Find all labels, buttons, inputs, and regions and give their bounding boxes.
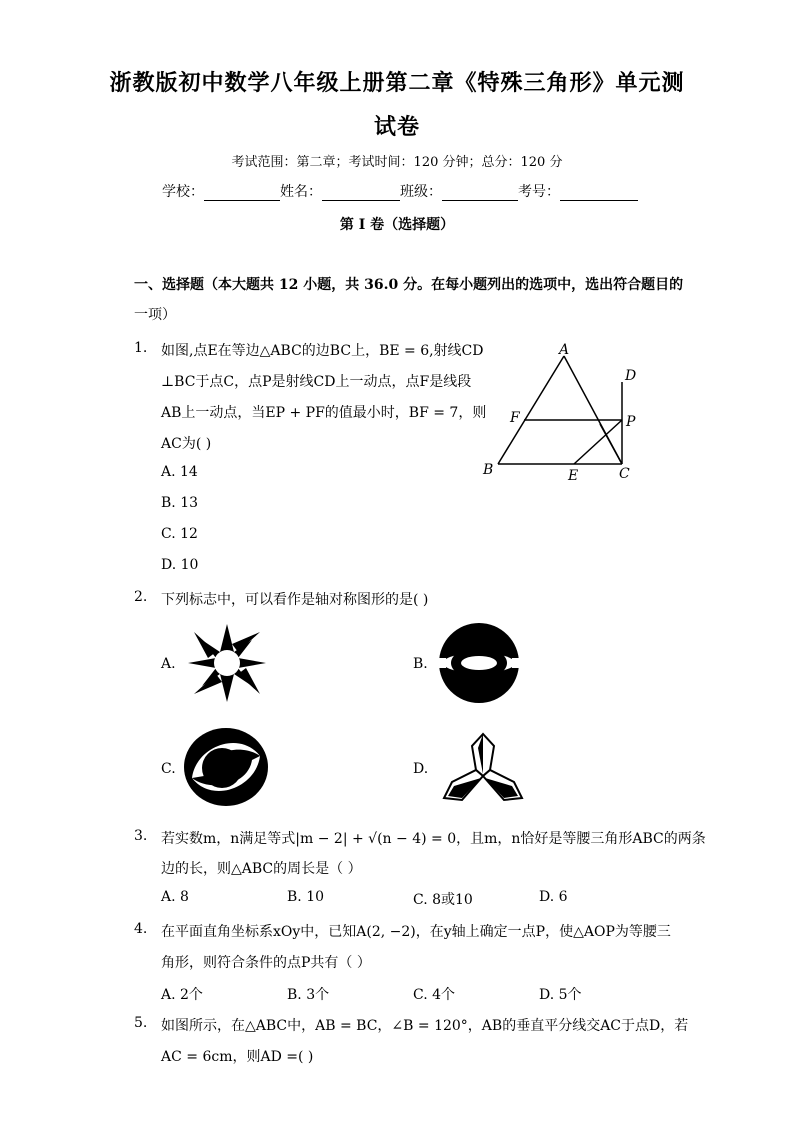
q1-option-b[interactable]: B. 13 [161, 495, 199, 511]
name-field[interactable] [322, 186, 400, 201]
school-field[interactable] [204, 186, 280, 201]
class-field[interactable] [442, 186, 518, 201]
q1-line: AC为( ) [161, 436, 212, 452]
q3-option-a[interactable]: A. 8 [161, 889, 189, 905]
swirl-circle-logo-icon [182, 726, 270, 808]
three-blade-logo-icon [440, 730, 526, 806]
q3-line: 若实数m，n满足等式|m − 2| + √(n − 4) = 0，且m，n恰好是等腰三角形ABC的两条 [161, 831, 706, 847]
q1-line: 如图,点E在等边△ABC的边BC上，BE = 6,射线CD [161, 343, 484, 359]
question-number: 1. [134, 340, 148, 356]
q4-option-a[interactable]: A. 2个 [161, 987, 203, 1003]
page-title: 浙教版初中数学八年级上册第二章《特殊三角形》单元测 [109, 70, 685, 96]
q5-line: 如图所示，在△ABC中，AB = BC，∠B = 120°，AB的垂直平分线交AC于点D，若 [161, 1018, 689, 1034]
q4-option-d[interactable]: D. 5个 [539, 987, 582, 1003]
pinwheel-logo-icon [186, 622, 268, 704]
name-label: 姓名： [280, 184, 322, 200]
exam-number-field[interactable] [560, 186, 638, 201]
label-A: A [559, 342, 570, 358]
eye-ring-logo-icon [438, 622, 520, 704]
student-info-row [162, 183, 638, 201]
q2-option-d[interactable]: D. [413, 761, 429, 777]
label-B: B [483, 462, 494, 478]
q4-option-c[interactable]: C. 4个 [413, 987, 456, 1003]
q4-line: 在平面直角坐标系xOy中，已知A(2, −2)，在y轴上确定一点P，使△AOP为等腰三 [161, 924, 671, 940]
label-C: C [619, 466, 630, 482]
q3-option-b[interactable]: B. 10 [287, 889, 325, 905]
q1-triangle-figure [478, 338, 648, 486]
question-number: 2. [134, 589, 148, 605]
section-heading: 一、选择题（本大题共 12 小题，共 36.0 分。在每小题列出的选项中，选出符合题目的 [134, 277, 684, 293]
q1-line: ⊥BC于点C，点P是射线CD上一动点，点F是线段 [161, 374, 472, 390]
q2-option-c[interactable]: C. [161, 761, 176, 777]
q2-option-b[interactable]: B. [413, 656, 428, 672]
q3-option-c[interactable]: C. 8或10 [413, 892, 473, 908]
q1-option-a[interactable]: A. 14 [161, 464, 198, 480]
section-heading-cont: 一项） [134, 307, 176, 323]
question-number: 5. [134, 1015, 148, 1031]
q4-option-b[interactable]: B. 3个 [287, 987, 330, 1003]
exam-info: 考试范围：第二章；考试时间：120 分钟；总分：120 分 [231, 155, 563, 170]
q1-line: AB上一动点，当EP + PF的值最小时，BF = 7，则 [161, 405, 487, 421]
q2-text: 下列标志中，可以看作是轴对称图形的是( ) [161, 592, 429, 608]
page-title-cont: 试卷 [373, 114, 420, 140]
exam-number-label: 考号： [518, 184, 560, 200]
q4-line: 角形，则符合条件的点P共有（ ） [161, 955, 371, 971]
label-F: F [510, 410, 520, 426]
q2-option-a[interactable]: A. [161, 656, 176, 672]
q3-option-d[interactable]: D. 6 [539, 889, 568, 905]
q3-line: 边的长，则△ABC的周长是（ ） [161, 861, 362, 877]
q5-line: AC = 6cm，则AD =( ) [161, 1049, 314, 1065]
label-E: E [568, 468, 579, 484]
label-P: P [626, 414, 636, 430]
question-number: 4. [134, 921, 148, 937]
label-D: D [625, 368, 637, 384]
q1-option-d[interactable]: D. 10 [161, 557, 199, 573]
class-label: 班级： [400, 184, 442, 200]
question-number: 3. [134, 828, 148, 844]
school-label: 学校： [162, 184, 204, 200]
q1-option-c[interactable]: C. 12 [161, 526, 198, 542]
volume-title: 第 I 卷（选择题） [339, 217, 455, 233]
